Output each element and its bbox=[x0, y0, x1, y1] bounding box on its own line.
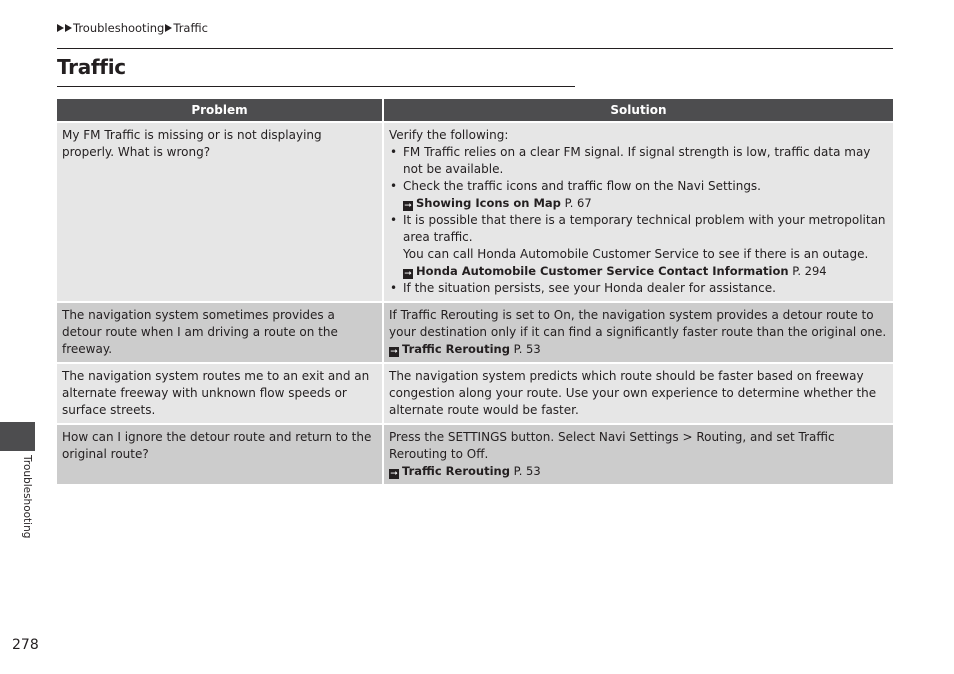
triangle-right-icon bbox=[164, 21, 173, 35]
list-item bbox=[389, 280, 888, 297]
top-divider bbox=[57, 48, 893, 49]
breadcrumb-item-traffic[interactable]: Traffic bbox=[173, 21, 208, 35]
solution-cell bbox=[384, 121, 893, 301]
ui-term: On bbox=[553, 308, 571, 322]
solution-text: If bbox=[389, 308, 401, 322]
list-item-text: Check the traffic icons and traffic flow on the Navi Settings. bbox=[403, 179, 761, 193]
problem-cell: How can I ignore the detour route and return to the original route? bbox=[57, 423, 384, 484]
list-item bbox=[389, 178, 888, 212]
solution-text: , and set bbox=[742, 430, 799, 444]
solution-text: is set to bbox=[498, 308, 554, 322]
section-tab[interactable] bbox=[0, 422, 35, 451]
reference-link[interactable] bbox=[403, 195, 888, 212]
list-item-text: It is possible that there is a temporary technical problem with your metropolitan area traffic. bbox=[403, 213, 886, 244]
ui-term: Navi Settings bbox=[598, 430, 679, 444]
page-title: Traffic bbox=[57, 55, 126, 79]
solution-cell bbox=[384, 423, 893, 484]
solution-text: , the navigation system provides a detour route to your destination only if it can find a significantly faster route than the original one. bbox=[389, 308, 887, 339]
reference-link[interactable] bbox=[389, 341, 888, 358]
solution-list bbox=[389, 144, 888, 297]
reference-arrow-icon: ➞ bbox=[404, 269, 412, 279]
reference-link[interactable] bbox=[403, 263, 888, 280]
ui-term: Traffic Rerouting bbox=[389, 430, 835, 461]
reference-title: Traffic Rerouting bbox=[402, 342, 510, 356]
solution-text: Press the SETTINGS button. Select bbox=[389, 430, 599, 444]
problem-cell: The navigation system routes me to an exit and an alternate freeway with unknown flow speeds or surface streets. bbox=[57, 362, 384, 423]
list-item-text: If the situation persists, see your Honda dealer for assistance. bbox=[403, 281, 776, 295]
list-item bbox=[389, 212, 888, 280]
table-row bbox=[57, 301, 893, 362]
ui-term: Off bbox=[466, 447, 485, 461]
reference-title: Showing Icons on Map bbox=[416, 196, 561, 210]
column-header-solution: Solution bbox=[384, 99, 893, 121]
solution-intro: Verify the following: bbox=[389, 128, 509, 142]
breadcrumb bbox=[57, 21, 208, 35]
table-row bbox=[57, 423, 893, 484]
double-triangle-right-icon bbox=[57, 21, 73, 35]
breadcrumb-item-troubleshooting[interactable]: Troubleshooting bbox=[73, 21, 165, 35]
table-header-row bbox=[57, 99, 893, 121]
section-tab-label: Troubleshooting bbox=[21, 455, 33, 539]
reference-page: P. 53 bbox=[513, 464, 541, 478]
table-row bbox=[57, 362, 893, 423]
problem-cell: My FM Traffic is missing or is not displaying properly. What is wrong? bbox=[57, 121, 384, 301]
page-number: 278 bbox=[12, 637, 39, 653]
list-item bbox=[389, 144, 888, 178]
table-row bbox=[57, 121, 893, 301]
solution-cell bbox=[384, 301, 893, 362]
problem-cell: The navigation system sometimes provides a detour route when I am driving a route on the freeway. bbox=[57, 301, 384, 362]
solution-text: . bbox=[484, 447, 489, 461]
reference-arrow-icon: ➞ bbox=[390, 469, 398, 479]
troubleshooting-table bbox=[57, 99, 893, 484]
reference-page: P. 294 bbox=[792, 264, 827, 278]
column-header-problem: Problem bbox=[57, 99, 384, 121]
title-divider bbox=[57, 86, 575, 87]
reference-arrow-icon: ➞ bbox=[404, 201, 412, 211]
solution-cell: The navigation system predicts which route should be faster based on freeway congestion along your route. Use your own experience to determine whether the alternate route would be faster. bbox=[384, 362, 893, 423]
list-item-text: You can call Honda Automobile Customer Service to see if there is an outage. bbox=[403, 247, 869, 261]
list-item-text: FM Traffic relies on a clear FM signal. If signal strength is low, traffic data may not be available. bbox=[403, 145, 871, 176]
reference-arrow-icon: ➞ bbox=[390, 347, 398, 357]
solution-text: to bbox=[447, 447, 467, 461]
reference-title: Traffic Rerouting bbox=[402, 464, 510, 478]
ui-term: Traffic Rerouting bbox=[400, 308, 499, 322]
reference-page: P. 53 bbox=[513, 342, 541, 356]
ui-term: Routing bbox=[696, 430, 743, 444]
reference-title: Honda Automobile Customer Service Contact Information bbox=[416, 264, 789, 278]
solution-text: > bbox=[678, 430, 697, 444]
reference-link[interactable] bbox=[389, 463, 888, 480]
reference-page: P. 67 bbox=[564, 196, 592, 210]
